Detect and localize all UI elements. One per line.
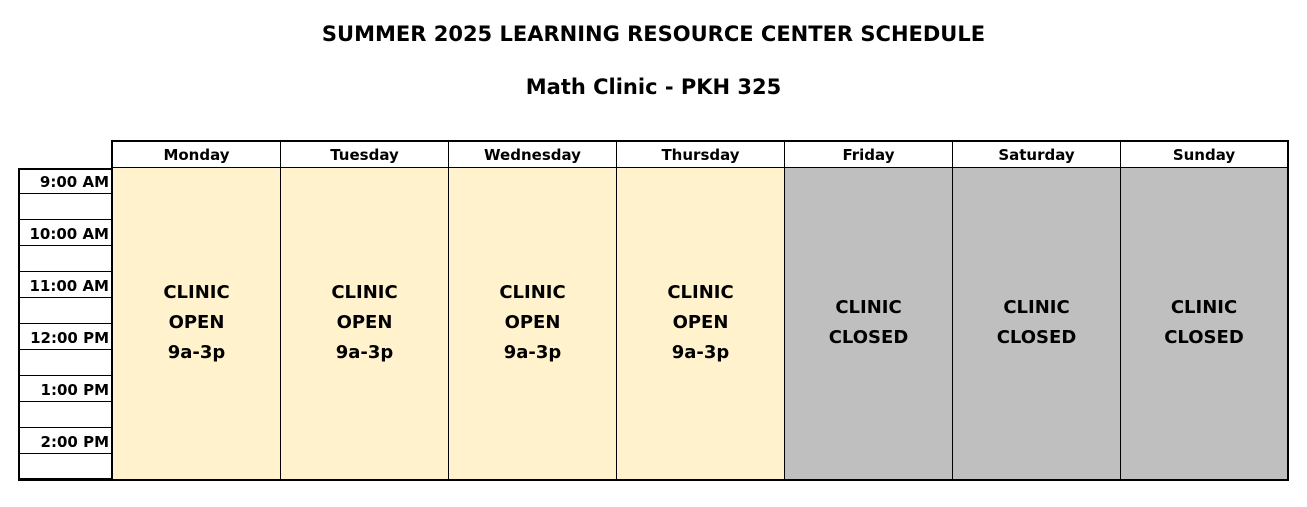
status-line: 9a-3p — [503, 342, 562, 363]
day-header-wednesday: Wednesday — [449, 141, 617, 168]
time-label: 10:00 AM — [29, 225, 109, 243]
page-subtitle: Math Clinic - PKH 325 — [525, 75, 782, 99]
day-header-sunday: Sunday — [1172, 146, 1236, 164]
clinic-status-text — [281, 278, 448, 368]
clinic-status-text — [113, 278, 280, 368]
time-row — [18, 376, 111, 402]
time-row — [18, 454, 111, 480]
time-row — [18, 428, 111, 454]
day-header-monday: Monday — [113, 141, 281, 168]
day-header-friday: Friday — [785, 141, 953, 168]
day-cell-thursday — [617, 168, 785, 481]
status-line: OPEN — [504, 312, 561, 333]
time-row — [18, 220, 111, 246]
status-line: CLINIC — [667, 282, 734, 303]
day-cell-saturday — [953, 168, 1121, 481]
status-line: CLINIC — [163, 282, 230, 303]
status-line: 9a-3p — [167, 342, 226, 363]
time-row — [18, 194, 111, 220]
status-line: 9a-3p — [335, 342, 394, 363]
time-row — [18, 402, 111, 428]
time-row — [18, 350, 111, 376]
status-line: OPEN — [336, 312, 393, 333]
day-cell-tuesday — [281, 168, 449, 481]
day-cell-monday — [113, 168, 281, 481]
status-line: CLINIC — [1170, 297, 1238, 318]
status-line: CLINIC — [1003, 297, 1070, 318]
time-label: 11:00 AM — [29, 277, 109, 295]
clinic-status-text — [617, 278, 784, 368]
status-line: CLOSED — [828, 327, 909, 348]
status-line: 9a-3p — [671, 342, 730, 363]
time-row — [18, 298, 111, 324]
clinic-status-text — [449, 278, 616, 368]
status-line: CLINIC — [835, 297, 902, 318]
day-cell-wednesday — [449, 168, 617, 481]
day-cell-sunday — [1121, 168, 1287, 481]
day-cell-friday — [785, 168, 953, 481]
status-line: CLOSED — [1164, 327, 1244, 348]
day-header-thursday: Thursday — [617, 141, 785, 168]
time-row — [18, 168, 111, 194]
grid-border — [111, 168, 113, 481]
time-row — [18, 246, 111, 272]
time-label: 1:00 PM — [40, 381, 109, 399]
day-header-saturday: Saturday — [953, 141, 1121, 168]
time-label: 12:00 PM — [30, 329, 109, 347]
clinic-status-text — [785, 293, 952, 353]
grid-border — [1287, 140, 1289, 481]
page-title: SUMMER 2025 LEARNING RESOURCE CENTER SCHEDULE — [321, 22, 986, 46]
time-row — [18, 272, 111, 298]
status-line: OPEN — [168, 312, 225, 333]
status-line: CLOSED — [996, 327, 1077, 348]
status-line: OPEN — [672, 312, 729, 333]
day-header-tuesday: Tuesday — [281, 141, 449, 168]
clinic-status-text — [953, 293, 1120, 353]
status-line: CLINIC — [331, 282, 398, 303]
clinic-status-text — [1121, 293, 1287, 353]
time-label: 2:00 PM — [40, 433, 109, 451]
time-row — [18, 324, 111, 350]
status-line: CLINIC — [499, 282, 566, 303]
time-label: 9:00 AM — [39, 173, 109, 191]
